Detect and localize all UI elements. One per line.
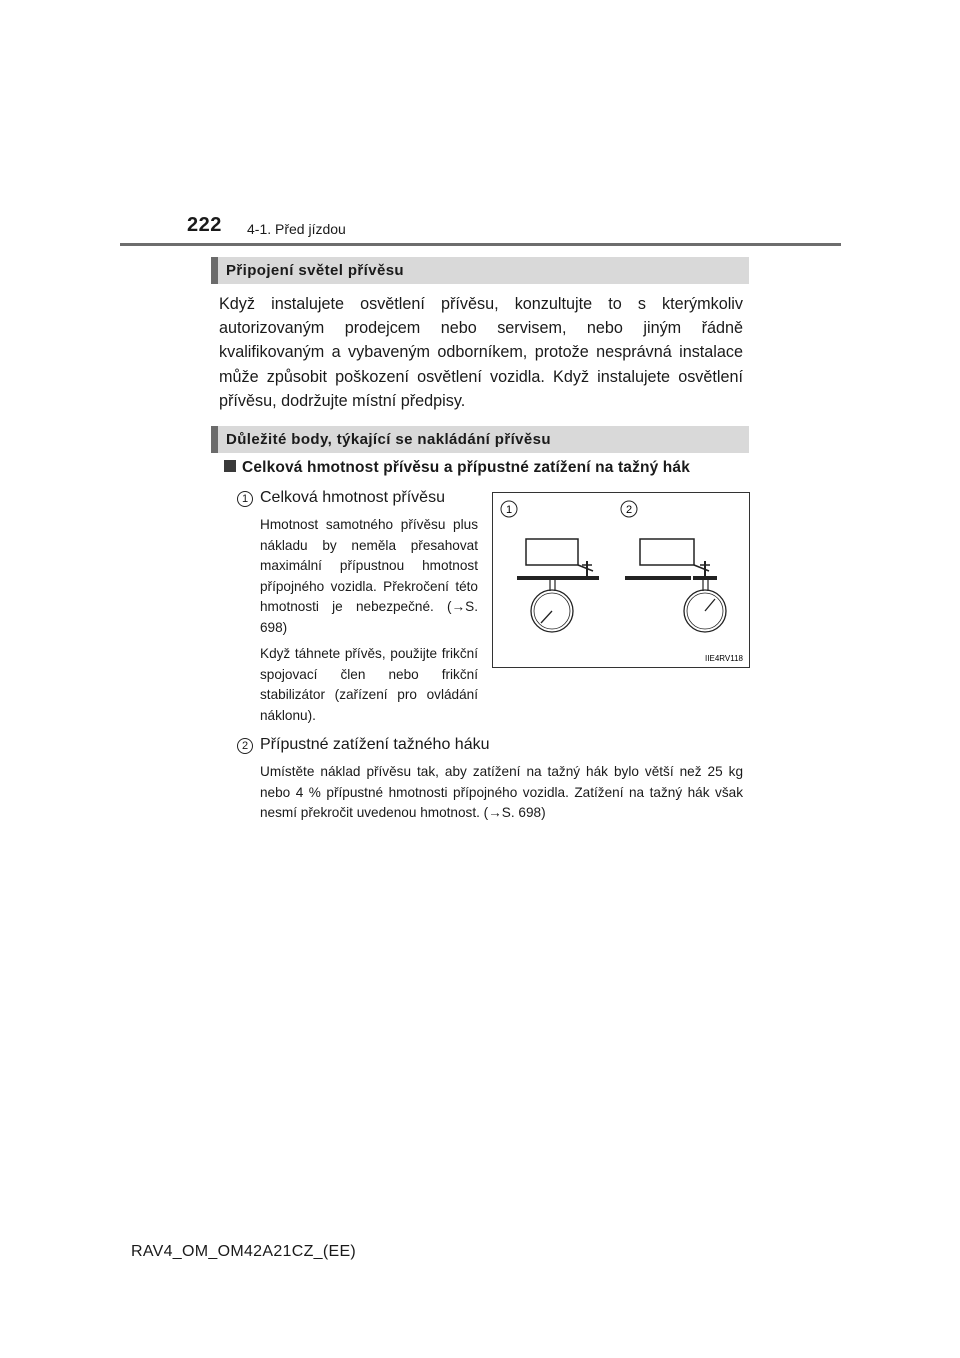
scale-illustration-2 <box>625 539 726 632</box>
section-title: Připojení světel přívěsu <box>226 262 404 279</box>
trailer-diagram-svg <box>493 493 749 667</box>
chapter-title: 4-1. Před jízdou <box>247 221 346 237</box>
section-body: Když instalujete osvětlení přívěsu, konzultujte to s kterýmkoliv autorizovaným prodejcem nebo servisem, nebo jiným řádně kvalifikovaným a vybaveným odborníkem, protože nesprávná instalace může způsobit poškození osvětlení vozidla. Když instalujete osvětlení přívěsu, dodržujte místní předpisy. <box>219 295 743 410</box>
section-header-trailer-lights <box>211 257 749 284</box>
item-number-2: 2 <box>237 738 253 754</box>
subheading-text: Celková hmotnost přívěsu a přípustné zatížení na tažný hák <box>242 459 690 476</box>
scale-illustration-1 <box>517 539 599 632</box>
item-title-2: Přípustné zatížení tažného háku <box>260 736 490 753</box>
section-title: Důležité body, týkající se nakládání přívěsu <box>226 431 551 448</box>
page-number: 222 <box>187 214 222 236</box>
figure-label-1: 1 <box>505 504 513 516</box>
figure-label-2: 2 <box>625 504 633 516</box>
header-divider <box>120 243 841 246</box>
section-accent <box>211 257 218 284</box>
figure-code: IIE4RV118 <box>705 654 743 663</box>
trailer-weight-figure <box>492 492 750 668</box>
item-number-1: 1 <box>237 491 253 507</box>
section-accent <box>211 426 218 453</box>
subheading <box>224 459 690 477</box>
section-header-loading <box>211 426 749 453</box>
document-code: RAV4_OM_OM42A21CZ_(EE) <box>131 1243 357 1260</box>
square-bullet-icon <box>224 460 236 472</box>
item-text-2: Umístěte náklad přívěsu tak, aby zatížení na tažný hák bylo větší než 25 kg nebo 4 % přípustné hmotnosti přípojného vozidla. Zatížení na tažný hák však nesmí překročit uvedenou hmotnost. (→S. 698) <box>260 764 743 821</box>
item-title-1: Celková hmotnost přívěsu <box>260 489 445 506</box>
item-text-1a: Hmotnost samotného přívěsu plus nákladu by neměla přesahovat maximální přípustnou hmotnost přípojného vozidla. Překročení této hmotnosti je nebezpečné. (→S. 698) <box>260 517 478 635</box>
item-text-1b: Když táhnete přívěs, použijte frikční spojovací člen nebo frikční stabilizátor (zařízení pro ovládání náklonu). <box>260 646 478 723</box>
